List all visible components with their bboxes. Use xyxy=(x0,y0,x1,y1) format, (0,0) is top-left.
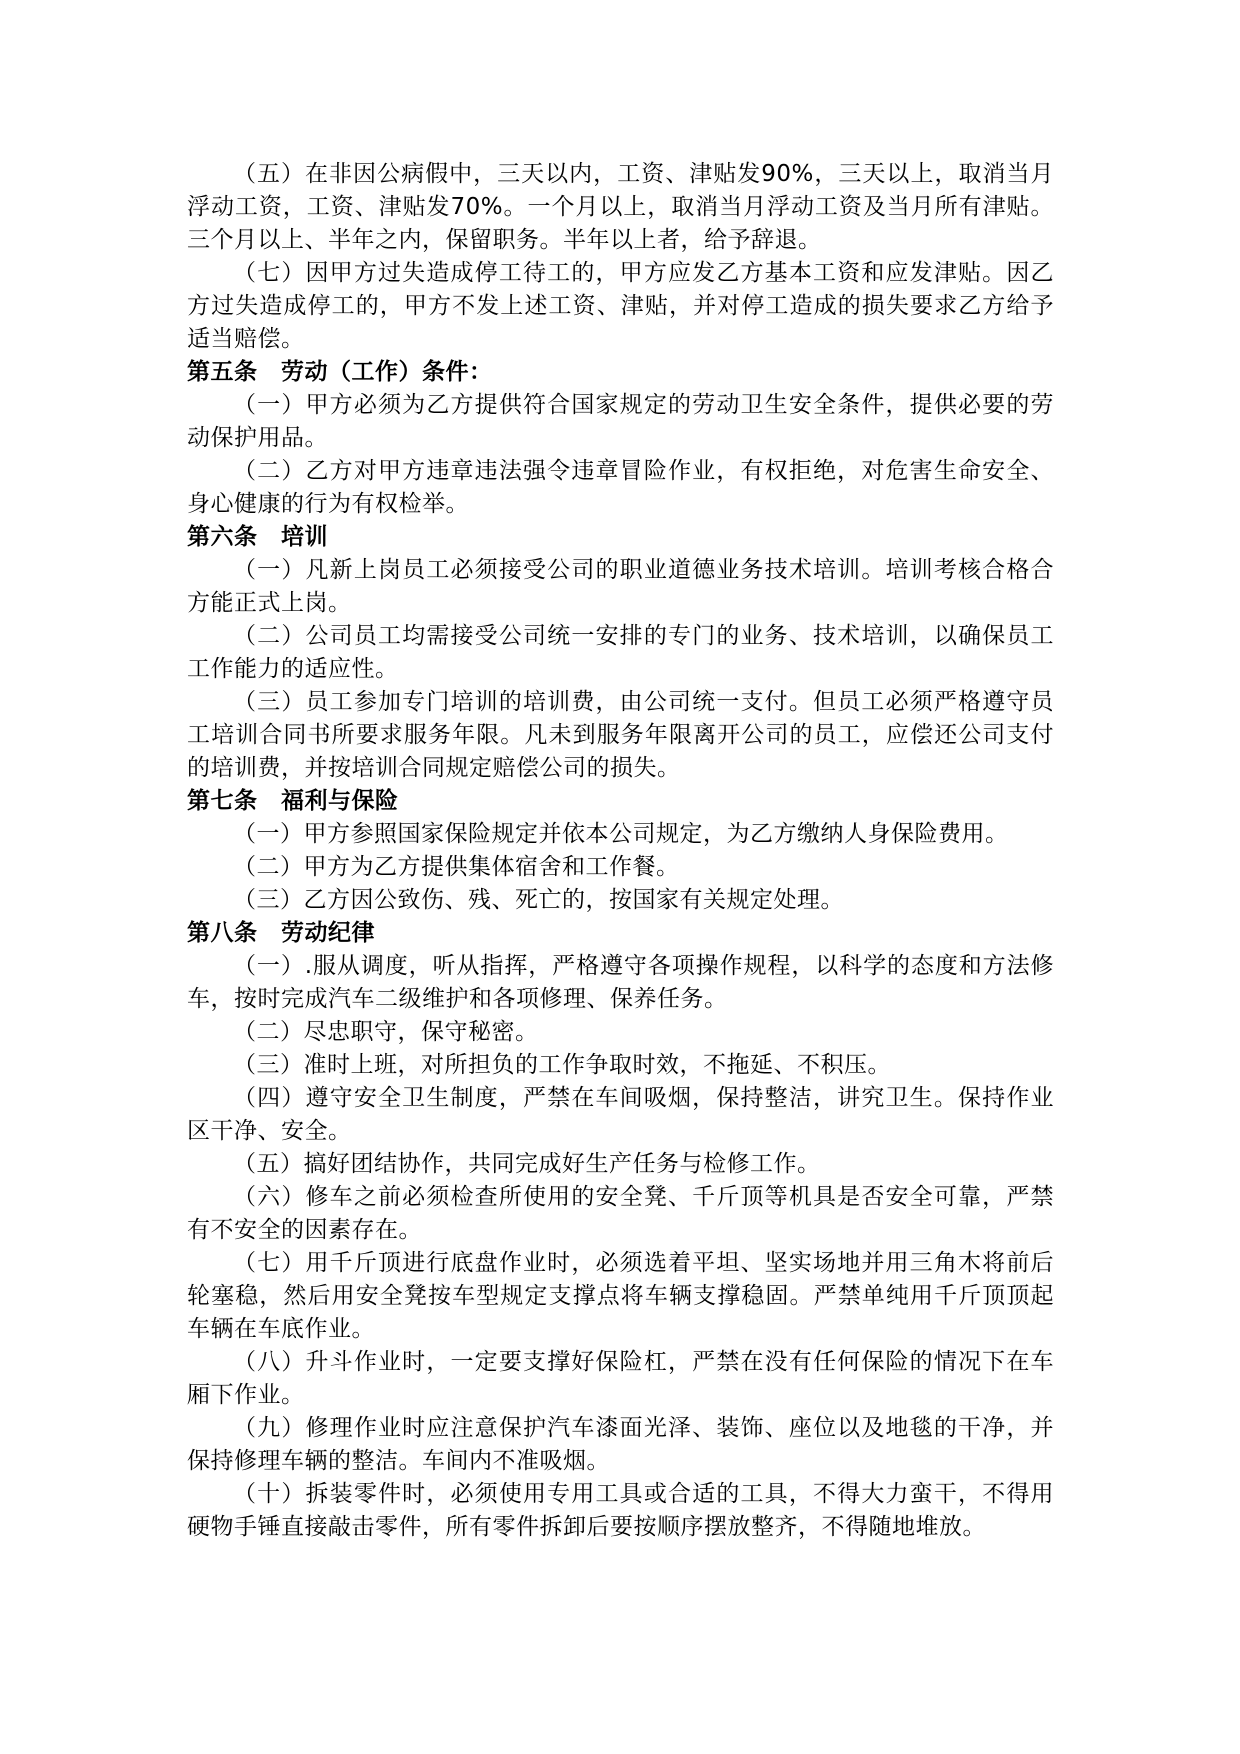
article-7-item-1: （一）甲方参照国家保险规定并依本公司规定，为乙方缴纳人身保险费用。 xyxy=(233,821,1009,847)
article-8-item-3: （三）准时上班，对所担负的工作争取时效，不拖延、不积压。 xyxy=(233,1052,891,1078)
article-5-heading: 第五条 劳动（工作）条件： xyxy=(187,359,493,385)
article-8-item-4: （四）遵守安全卫生制度，严禁在车间吸烟，保持整洁，讲究卫生。保持作业区干净、安全。 xyxy=(187,1085,1054,1144)
article-5-item-1: （一）甲方必须为乙方提供符合国家规定的劳动卫生安全条件，提供必要的劳动保护用品。 xyxy=(187,392,1054,451)
article-8-item-10: （十）拆装零件时，必须使用专用工具或合适的工具，不得大力蛮干，不得用硬物手锤直接敲击零件，所有零件拆卸后要按顺序摆放整齐，不得随地堆放。 xyxy=(187,1481,1054,1540)
article-7-item-3: （三）乙方因公致伤、残、死亡的，按国家有关规定处理。 xyxy=(233,887,844,913)
article-6-item-2: （二）公司员工均需接受公司统一安排的专门的业务、技术培训，以确保员工工作能力的适应性。 xyxy=(187,623,1054,682)
article-8-heading: 第八条 劳动纪律 xyxy=(187,920,375,946)
article-6-item-1: （一）凡新上岗员工必须接受公司的职业道德业务技术培训。培训考核合格合方能正式上岗。 xyxy=(187,557,1054,616)
article-8-item-2: （二）尽忠职守，保守秘密。 xyxy=(233,1019,539,1045)
article-6-item-3: （三）员工参加专门培训的培训费，由公司统一支付。但员工必须严格遵守员工培训合同书所要求服务年限。凡未到服务年限离开公司的员工，应偿还公司支付的培训费，并按培训合同规定赔偿公司的损失。 xyxy=(187,689,1054,781)
article-8-item-6: （六）修车之前必须检查所使用的安全凳、千斤顶等机具是否安全可靠，严禁有不安全的因素存在。 xyxy=(187,1184,1054,1243)
article-8-item-9: （九）修理作业时应注意保护汽车漆面光泽、装饰、座位以及地毯的干净，并保持修理车辆的整洁。车间内不准吸烟。 xyxy=(187,1415,1054,1474)
clause-4-item-5: （五）在非因公病假中，三天以内，工资、津贴发90%，三天以上，取消当月浮动工资，工资、津贴发70%。一个月以上，取消当月浮动工资及当月所有津贴。三个月以上、半年之内，保留职务。半年以上者，给予辞退。 xyxy=(187,161,1054,253)
article-7-heading: 第七条 福利与保险 xyxy=(187,788,399,814)
article-6-heading: 第六条 培训 xyxy=(187,524,328,550)
article-8-item-8: （八）升斗作业时，一定要支撑好保险杠，严禁在没有任何保险的情况下在车厢下作业。 xyxy=(187,1349,1054,1408)
article-8-item-1: （一）.服从调度，听从指挥，严格遵守各项操作规程，以科学的态度和方法修车，按时完成汽车二级维护和各项修理、保养任务。 xyxy=(187,953,1054,1012)
clause-4-item-7: （七）因甲方过失造成停工待工的，甲方应发乙方基本工资和应发津贴。因乙方过失造成停工的，甲方不发上述工资、津贴，并对停工造成的损失要求乙方给予适当赔偿。 xyxy=(187,260,1054,352)
article-8-item-5: （五）搞好团结协作，共同完成好生产任务与检修工作。 xyxy=(233,1151,821,1177)
article-5-item-2: （二）乙方对甲方违章违法强令违章冒险作业，有权拒绝，对危害生命安全、身心健康的行为有权检举。 xyxy=(187,458,1054,517)
document-body xyxy=(187,158,1054,1544)
article-8-item-7: （七）用千斤顶进行底盘作业时，必须选着平坦、坚实场地并用三角木将前后轮塞稳，然后用安全凳按车型规定支撑点将车辆支撑稳固。严禁单纯用千斤顶顶起车辆在车底作业。 xyxy=(187,1250,1054,1342)
article-7-item-2: （二）甲方为乙方提供集体宿舍和工作餐。 xyxy=(233,854,680,880)
